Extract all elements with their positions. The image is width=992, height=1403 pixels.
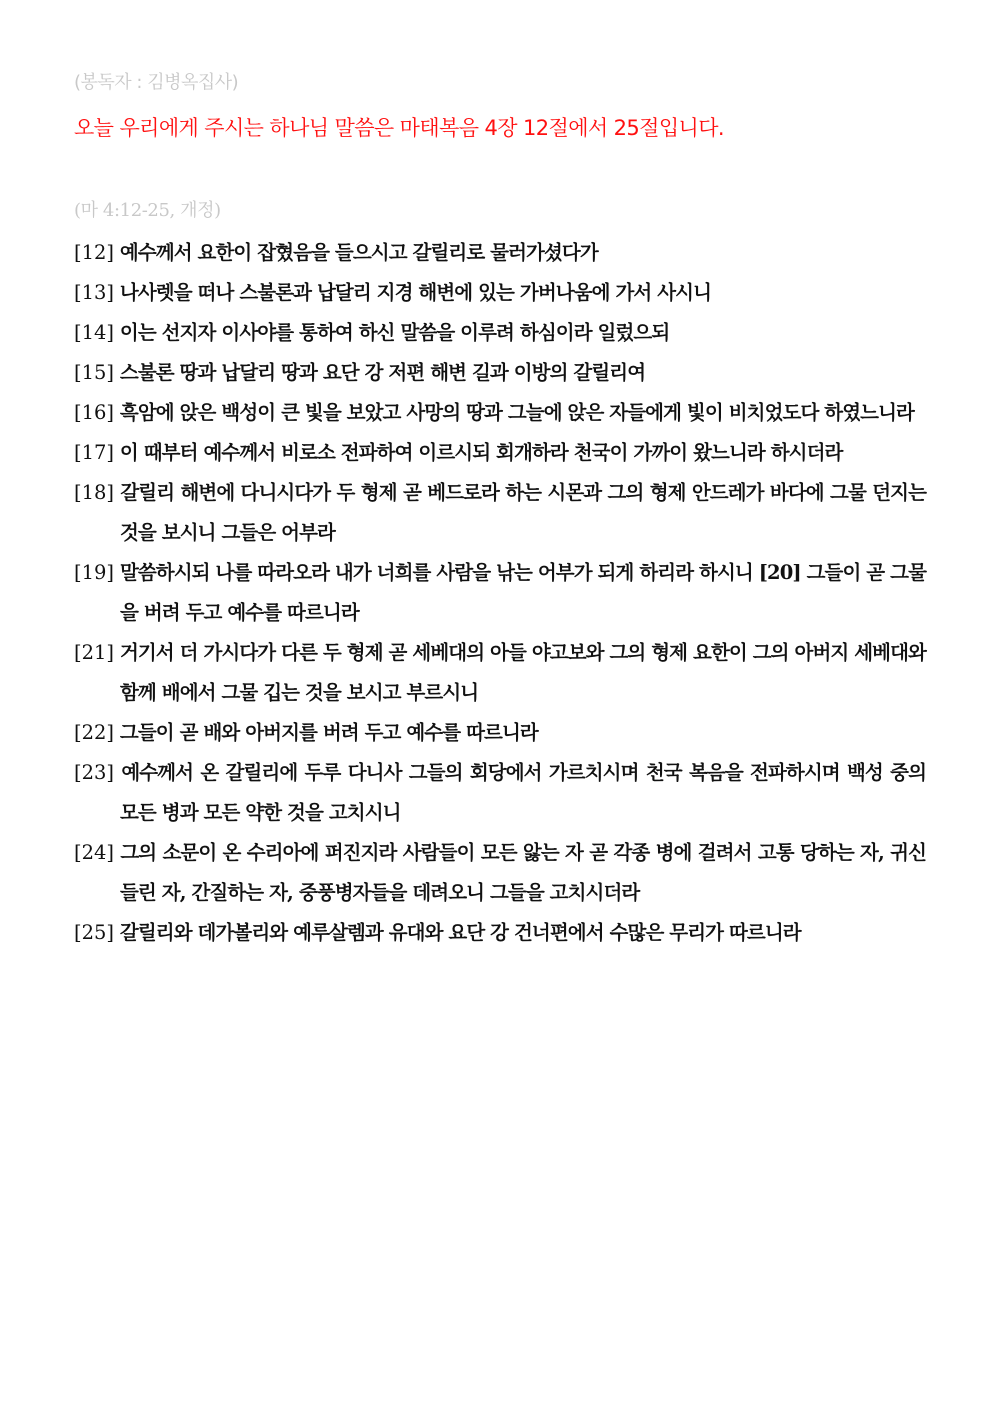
verse-item [74,633,926,713]
verse-item [74,553,926,633]
verse-text: 갈릴리와 데가볼리와 예루살렘과 유대와 요단 강 건너편에서 수많은 무리가 따르니라 [119,921,801,944]
verse-number: [25] [74,921,115,944]
verse-text: 예수께서 온 갈릴리에 두루 다니사 그들의 회당에서 가르치시며 천국 복음을 전파하시며 백성 중의 모든 병과 모든 약한 것을 고치시니 [120,761,927,824]
verse-item [74,313,926,353]
verse-number: [13] [74,281,115,304]
verse-text: 스불론 땅과 납달리 땅과 요단 강 저편 해변 길과 이방의 갈릴리여 [119,361,646,384]
verse-text: 나사렛을 떠나 스불론과 납달리 지경 해변에 있는 가버나움에 가서 사시니 [119,281,712,304]
verse-number: [22] [74,721,115,744]
verse-list [74,233,926,953]
verse-number: [17] [74,441,115,464]
reader-line: (봉독자 : 김병옥집사) [74,72,239,93]
verse-item [74,273,926,313]
verse-item [74,233,926,273]
verse-number: [18] [74,481,115,504]
verse-text: 그들이 곧 배와 아버지를 버려 두고 예수를 따르니라 [119,721,538,744]
verse-text: 예수께서 요한이 잡혔음을 들으시고 갈릴리로 물러가셨다가 [119,241,598,264]
verse-number: [21] [74,641,115,664]
verse-text: 그의 소문이 온 수리아에 퍼진지라 사람들이 모든 앓는 자 곧 각종 병에 걸려서 고통 당하는 자, 귀신 들린 자, 간질하는 자, 중풍병자들을 데려오니 그들을 고치시더라 [120,841,927,904]
verse-item [74,473,926,553]
verse-number: [19] [74,561,115,584]
verse-item [74,753,926,833]
verse-text: 흑암에 앉은 백성이 큰 빛을 보았고 사망의 땅과 그늘에 앉은 자들에게 빛이 비치었도다 하였느니라 [119,401,914,424]
verse-text: 말씀하시되 나를 따라오라 내가 너희를 사람을 낚는 어부가 되게 하리라 하시니 [20] 그들이 곧 그물을 버려 두고 예수를 따르니라 [119,561,927,624]
verse-number: [14] [74,321,115,344]
scripture-announcement: 오늘 우리에게 주시는 하나님 말씀은 마태복음 4장 12절에서 25절입니다. [74,116,725,140]
verse-number: [23] [74,761,115,784]
verse-text: 거기서 더 가시다가 다른 두 형제 곧 세베대의 아들 야고보와 그의 형제 요한이 그의 아버지 세베대와 함께 배에서 그물 깁는 것을 보시고 부르시니 [119,641,926,704]
verse-number: [24] [74,841,115,864]
verse-number: [15] [74,361,115,384]
verse-item [74,833,926,913]
verse-text: 이는 선지자 이사야를 통하여 하신 말씀을 이루려 하심이라 일렀으되 [119,321,670,344]
verse-item [74,713,926,753]
verse-text: 이 때부터 예수께서 비로소 전파하여 이르시되 회개하라 천국이 가까이 왔느니라 하시더라 [119,441,843,464]
verse-number: [12] [74,241,115,264]
verse-item [74,393,926,433]
verse-item [74,353,926,393]
verse-item [74,913,926,953]
verse-number: [16] [74,401,115,424]
verse-text: 갈릴리 해변에 다니시다가 두 형제 곧 베드로라 하는 시몬과 그의 형제 안드레가 바다에 그물 던지는 것을 보시니 그들은 어부라 [120,481,926,544]
scripture-reference: (마 4:12-25, 개정) [74,200,221,221]
verse-item [74,433,926,473]
